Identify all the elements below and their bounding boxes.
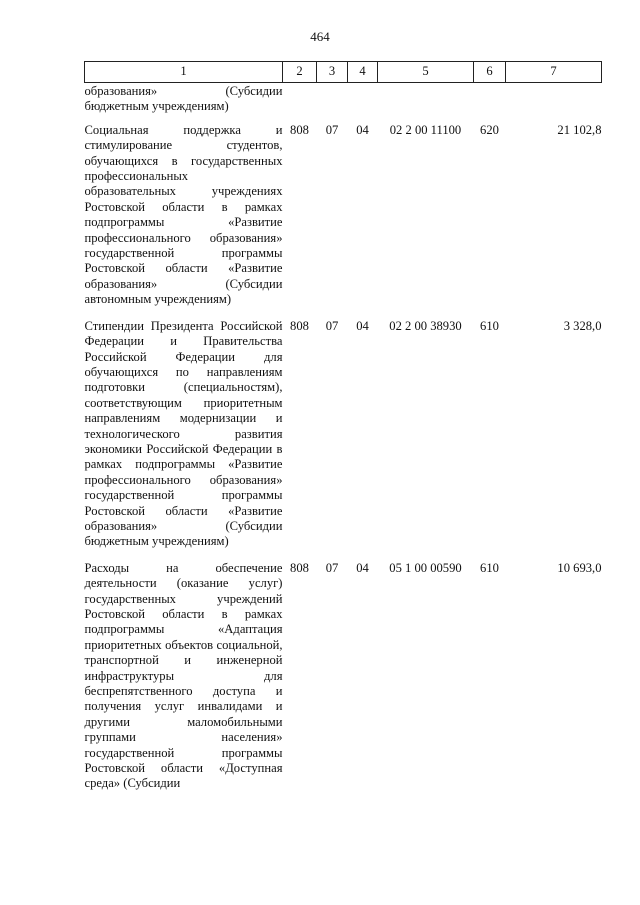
header-col-5: 5 bbox=[378, 62, 474, 83]
row-target-article: 05 1 00 00590 bbox=[389, 560, 462, 575]
row-section: 07 bbox=[325, 122, 339, 137]
header-col-2: 2 bbox=[283, 62, 317, 83]
table-row bbox=[85, 553, 602, 795]
header-col-6: 6 bbox=[474, 62, 506, 83]
header-col-4: 4 bbox=[348, 62, 378, 83]
row-expense-type: 610 bbox=[480, 318, 499, 333]
row-description: Расходы на обеспечение деятельности (оказание услуг) государственных учреждений Ростовской области в рамках подпрограммы «Адаптация приоритетных объектов социальной, транспортной и инженерной инфраструктуры для беспрепятственного доступа и получения услуг инвалидами и другими маломобильными группами населения» государственной программы Ростовской области «Доступная среда» (Субсидии bbox=[84, 560, 283, 791]
row-expense-type: 620 bbox=[480, 122, 499, 137]
header-col-3: 3 bbox=[317, 62, 348, 83]
row-description: Социальная поддержка и стимулирование студентов, обучающихся в государственных профессиональных образовательных учреждениях Ростовской области в рамках подпрограммы «Развитие профессионального образования» государственной программы Ростовской области «Развитие образования» (Субсидии автономным учреждениям) bbox=[84, 122, 283, 307]
budget-table bbox=[84, 61, 602, 795]
row-ministry-code: 808 bbox=[290, 122, 309, 137]
table-header-row bbox=[85, 62, 602, 83]
row-amount: 21 102,8 bbox=[557, 122, 602, 137]
row-amount: 10 693,0 bbox=[557, 560, 602, 575]
page-number: 464 bbox=[310, 29, 330, 44]
row-amount: 3 328,0 bbox=[563, 318, 602, 333]
row-description: Стипендии Президента Российской Федерации и Правительства Российской Федерации для обучающихся по направлениям подготовки (специальностям), соответствующим приоритетным направлениям модернизации и технологического развития экономики Российской Федерации в рамках подпрограммы «Развитие профессионального образования» государственной программы Ростовской области «Развитие образования» (Субсидии бюджетным учреждениям) bbox=[84, 318, 283, 549]
row-subsection: 04 bbox=[356, 560, 369, 575]
table-row bbox=[85, 115, 602, 311]
table-row-continuation bbox=[85, 83, 602, 115]
row-section: 07 bbox=[325, 318, 339, 333]
row-subsection: 04 bbox=[356, 122, 369, 137]
table-row bbox=[85, 311, 602, 553]
row-expense-type: 610 bbox=[480, 560, 499, 575]
row-target-article: 02 2 00 11100 bbox=[389, 122, 462, 137]
header-col-1: 1 bbox=[85, 62, 283, 83]
row-target-article: 02 2 00 38930 bbox=[389, 318, 462, 333]
row-description: образования» (Субсидии бюджетным учреждениям) bbox=[84, 84, 283, 114]
row-ministry-code: 808 bbox=[290, 560, 309, 575]
row-section: 07 bbox=[325, 560, 339, 575]
row-subsection: 04 bbox=[356, 318, 369, 333]
header-col-7: 7 bbox=[506, 62, 602, 83]
row-ministry-code: 808 bbox=[290, 318, 309, 333]
